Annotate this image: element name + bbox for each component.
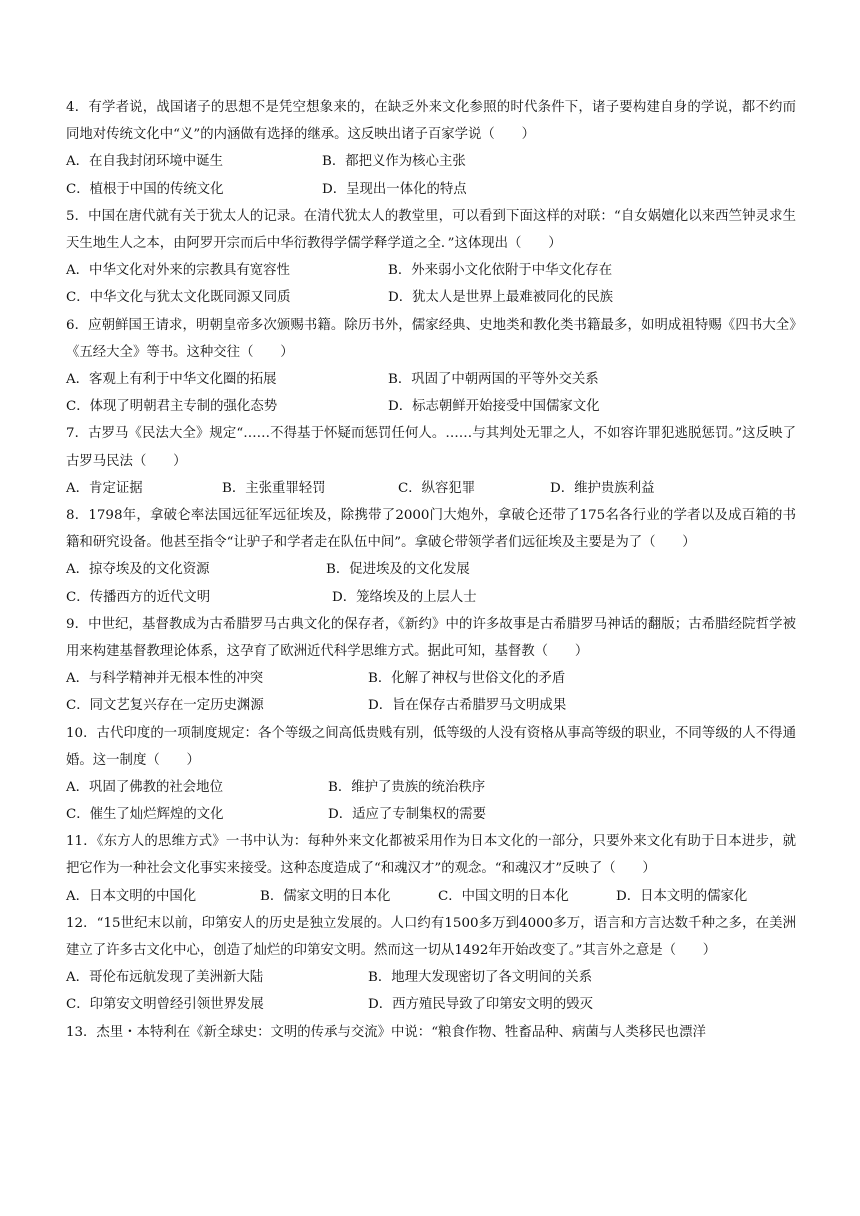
option-c: C．纵容犯罪 [398,480,476,496]
option-d: D．犹太人是世界上最难被同化的民族 [388,290,613,306]
question-stem: 11．《东方人的思维方式》一书中认为：每种外来文化都被采用作为日本文化的一部分，只要外来文化有助于日本进步，就把它作为一种社会文化事实来接受。这种态度造成了“和魂汉才”的观念。“和魂汉才”反映了（ ） [66,834,796,877]
question-6 [66,312,796,421]
option-c: C．植根于中国的传统文化 [66,181,224,197]
option-a: A．在自我封闭环境中诞生 [66,154,223,170]
option-a: A．中华文化对外来的宗教具有宽容性 [66,263,290,279]
option-c: C．催生了灿烂辉煌的文化 [66,807,224,823]
option-b: B．促进埃及的文化发展 [326,562,470,578]
option-d: D．笼络埃及的上层人士 [332,589,477,605]
option-b: B．儒家文明的日本化 [260,888,391,904]
question-stem: 13．杰里・本特利在《新全球史：文明的传承与交流》中说：“粮食作物、牲畜品种、病菌与人类移民也漂洋 [66,1024,706,1040]
option-d: D．西方殖民导致了印第安文明的毁灭 [368,997,593,1013]
option-c: C．同文艺复兴存在一定历史渊源 [66,698,264,714]
option-c: C．体现了明朝君主专制的强化态势 [66,399,278,415]
question-stem: 5．中国在唐代就有关于犹太人的记录。在清代犹太人的教堂里，可以看到下面这样的对联：“自女娲嬗化以来西竺钟灵求生天生地生人之本，由阿罗开宗而后中华衍教得学儒学释学道之全．”这体现出（ ） [66,208,796,251]
option-d: D．维护贵族利益 [550,480,655,496]
option-a: A．哥伦布远航发现了美洲新大陆 [66,970,264,986]
question-12 [66,910,796,1019]
question-9 [66,611,796,720]
option-b: B．主张重罪轻罚 [222,480,326,496]
option-b: B．都把义作为核心主张 [322,154,466,170]
question-13 [66,1019,796,1046]
option-a: A．肯定证据 [66,480,143,496]
question-7 [66,420,796,502]
option-a: A．客观上有利于中华文化圈的拓展 [66,371,277,387]
option-d: D．呈现出一体化的特点 [322,181,467,197]
option-d: D．日本文明的儒家化 [616,888,748,904]
option-c: C．中国文明的日本化 [438,888,569,904]
question-8 [66,502,796,611]
option-b: B．维护了贵族的统治秩序 [328,779,486,795]
option-b: B．外来弱小文化依附于中华文化存在 [388,263,613,279]
option-c: C．印第安文明曾经引领世界发展 [66,997,264,1013]
option-a: A．掠夺埃及的文化资源 [66,562,210,578]
question-stem: 4．有学者说，战国诸子的思想不是凭空想象来的，在缺乏外来文化参照的时代条件下，诸子要构建自身的学说，都不约而同地对传统文化中“义”的内涵做有选择的继承。这反映出诸子百家学说（ ） [66,100,796,143]
option-c: C．传播西方的近代文明 [66,589,211,605]
question-4 [66,94,796,203]
option-a: A．与科学精神并无根本性的冲突 [66,671,264,687]
question-stem: 9．中世纪，基督教成为古希腊罗马古典文化的保存者，《新约》中的许多故事是古希腊罗马神话的翻版；古希腊经院哲学被用来构建基督教理论体系，这孕育了欧洲近代科学思维方式。据此可知，基督教（ ） [66,616,796,659]
option-b: B．地理大发现密切了各文明间的关系 [368,970,593,986]
option-c: C．中华文化与犹太文化既同源又同质 [66,290,291,306]
question-stem: 10．古代印度的一项制度规定：各个等级之间高低贵贱有别，低等级的人没有资格从事高等级的职业，不同等级的人不得通婚。这一制度（ ） [66,725,796,768]
option-d: D．旨在保存古希腊罗马文明成果 [368,698,567,714]
question-stem: 6．应朝鲜国王请求，明朝皇帝多次颁赐书籍。除历书外，儒家经典、史地类和教化类书籍最多，如明成祖特赐《四书大全》《五经大全》等书。这种交往（ ） [66,317,796,360]
question-10 [66,720,796,829]
question-5 [66,203,796,312]
option-d: D．适应了专制集权的需要 [328,807,487,823]
option-a: A．日本文明的中国化 [66,888,197,904]
option-a: A．巩固了佛教的社会地位 [66,779,223,795]
option-b: B．化解了神权与世俗文化的矛盾 [368,671,566,687]
question-stem: 8．1798年，拿破仑率法国远征军远征埃及，除携带了2000门大炮外，拿破仑还带了175名各行业的学者以及成百箱的书籍和研究设备。他甚至指令“让驴子和学者走在队伍中间”。拿破仑带领学者们远征埃及主要是为了（ ） [66,507,796,551]
option-d: D．标志朝鲜开始接受中国儒家文化 [388,399,600,415]
question-11 [66,828,796,910]
exam-page [66,94,796,1046]
question-stem: 7．古罗马《民法大全》规定“……不得基于怀疑而惩罚任何人。……与其判处无罪之人，不如容许罪犯逃脱惩罚。”这反映了古罗马民法（ ） [66,426,796,469]
question-stem: 12．“15世纪末以前，印第安人的历史是独立发展的。人口约有1500多万到4000多万，语言和方言达数千种之多，在美洲建立了许多古文化中心，创造了灿烂的印第安文明。然而这一切从1492年开始改变了。”其言外之意是（ ） [66,915,796,959]
option-b: B．巩固了中朝两国的平等外交关系 [388,371,599,387]
